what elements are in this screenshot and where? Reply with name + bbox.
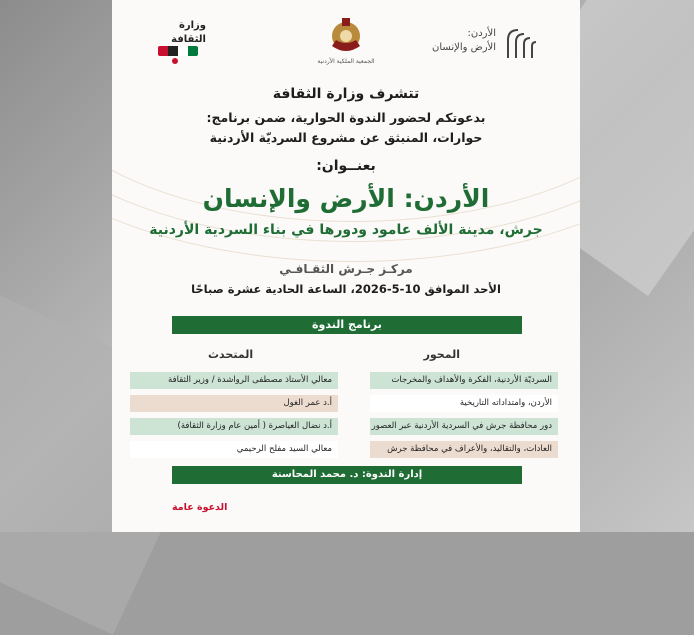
header	[112, 14, 580, 72]
speaker-cell: معالي السيد مفلح الرحيمي	[130, 441, 338, 458]
host-line: تتشرف وزارة الثقافة	[272, 86, 420, 102]
program-line: حوارات، المنبثق عن مشروع السرديّة الأردنية	[209, 130, 483, 145]
program-heading: برنامج الندوة	[172, 316, 522, 334]
speaker-cell: أ.د عمر الغول	[130, 395, 338, 412]
invitation-card	[112, 0, 580, 532]
axis-cell: الأردن، وامتداداته التاريخية	[370, 395, 558, 412]
dot-icon	[172, 58, 178, 64]
logo-line: الأردن:	[467, 28, 496, 39]
logo-line: الأرض والإنسان	[432, 42, 496, 53]
title-label: بعنــوان:	[316, 158, 376, 174]
speaker-cell: أ.د نضال العياصرة ( أمين عام وزارة الثقافة)	[130, 418, 338, 435]
flag-stripe-icon	[158, 46, 198, 56]
public-invitation-note: الدعوة عامة	[172, 502, 228, 513]
speaker-column-header: المتحدث	[208, 348, 254, 361]
moderator-bar: إدارة الندوة: د. محمد المحاسنة	[172, 466, 522, 484]
axis-cell: العادات، والتقاليد، والأعراف في محافظة جرش	[370, 441, 558, 458]
invite-line: بدعوتكم لحضور الندوة الحوارية، ضمن برنامج:	[206, 110, 486, 125]
venue: مركـز جـرش الثقـافـي	[279, 262, 413, 276]
crest-caption: الجمعية الملكية الأردنية	[317, 58, 375, 65]
date-time: الأحد الموافق 10-5-2026، الساعة الحادية عشرة صباحًا	[191, 282, 501, 296]
arches-icon	[504, 26, 548, 60]
event-subtitle: جرش، مدينة الألف عامود ودورها في بناء السردية الأردنية	[149, 222, 543, 238]
ministry-culture-logo	[154, 18, 206, 66]
speaker-cell: معالي الأستاذ مصطفى الرواشدة / وزير الثقافة	[130, 372, 338, 389]
logo-line: الثقافة	[171, 34, 206, 45]
event-title: الأردن: الأرض والإنسان	[202, 184, 490, 213]
logo-line: وزارة	[178, 20, 206, 31]
axis-column-header: المحور	[423, 348, 460, 361]
land-and-people-logo	[418, 24, 558, 64]
axis-cell: السرديّة الأردنية، الفكرة والأهداف والمخرجات	[370, 372, 558, 389]
royal-crest-icon	[326, 16, 366, 56]
axis-cell: دور محافظة جرش في السردية الأردنية عبر العصور	[370, 418, 558, 435]
